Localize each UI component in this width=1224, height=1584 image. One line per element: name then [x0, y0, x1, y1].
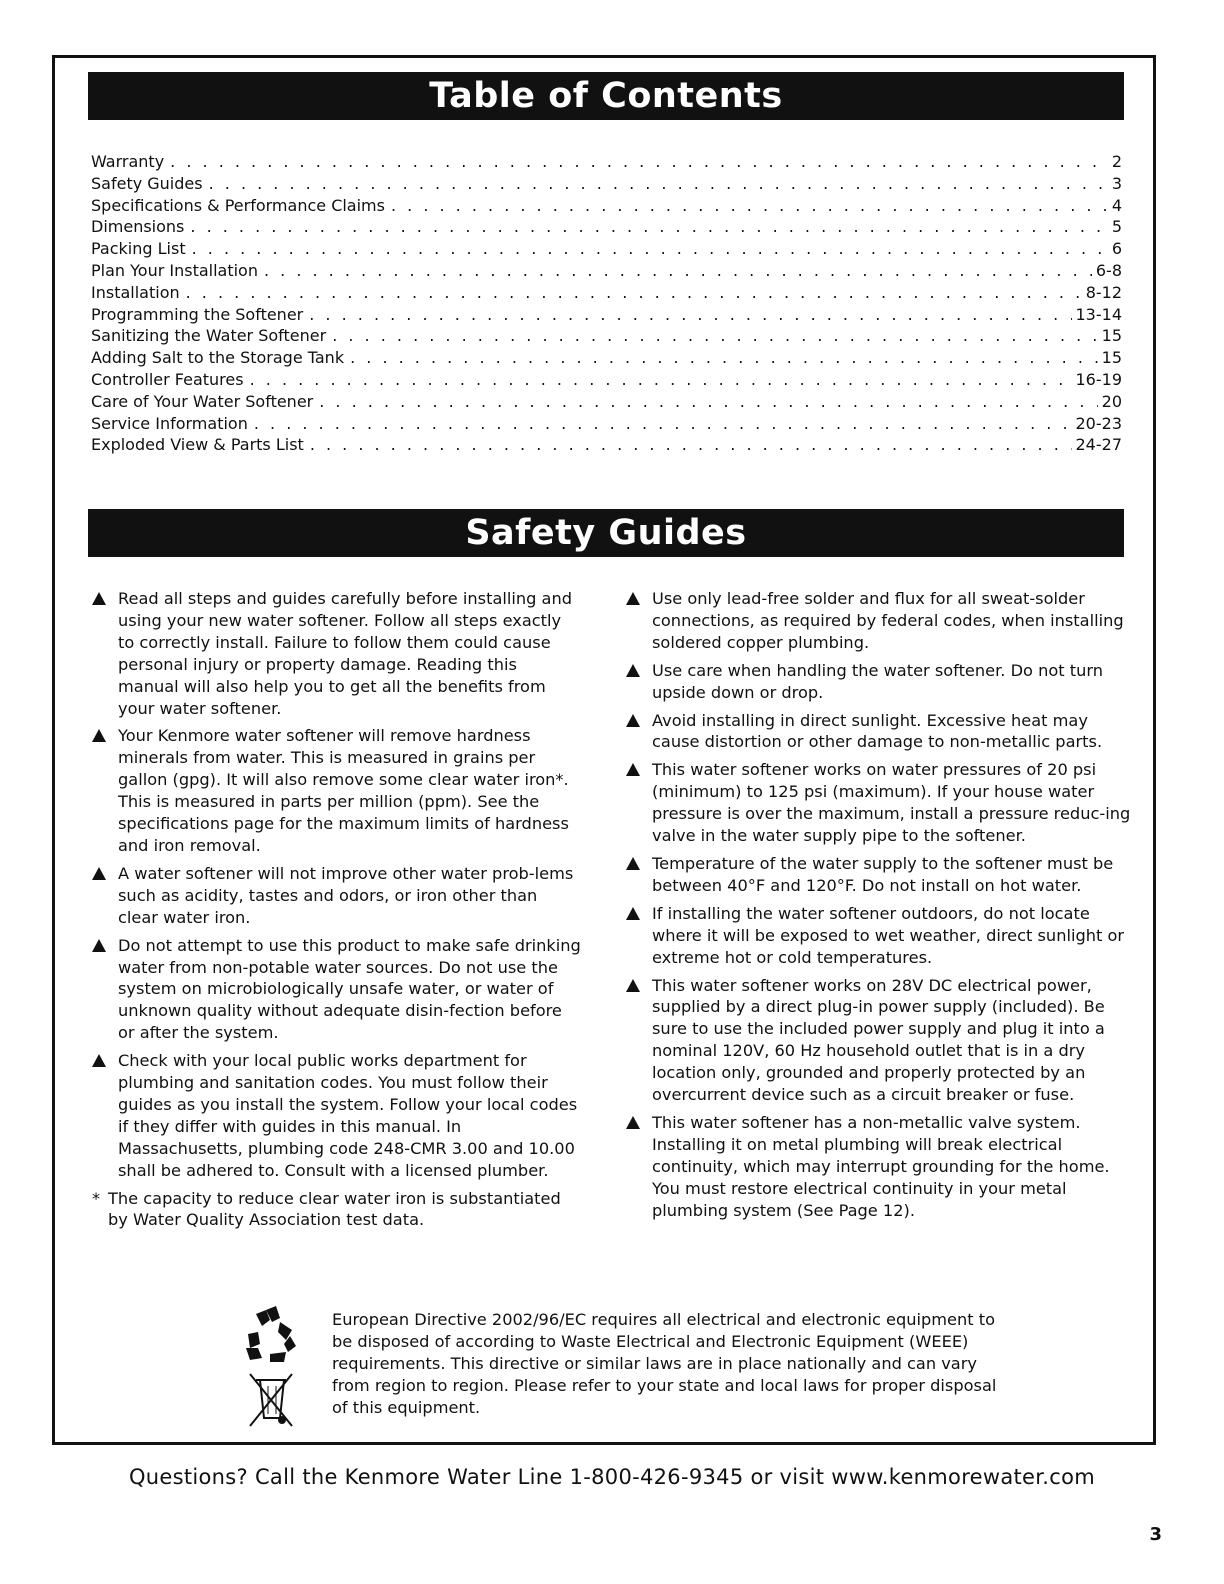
toc-leader	[170, 152, 1108, 171]
toc-entry-title: Care of Your Water Softener	[91, 391, 314, 411]
safety-item-text: Do not attempt to use this product to make safe drinking water from non-potable water sources. Do not use the system on microbiologically unsafe water, or water of unknown quality without adequate disin-fection before or after the system.	[118, 935, 581, 1043]
footnote-mark: *	[92, 1188, 101, 1208]
toc-entry	[91, 217, 1122, 239]
toc-entry	[91, 261, 1122, 283]
safety-item	[626, 710, 1131, 754]
toc-leader	[309, 305, 1071, 324]
toc-leader	[186, 283, 1082, 302]
safety-item	[92, 863, 582, 929]
toc-entry-page: 24-27	[1075, 435, 1122, 455]
footnote	[92, 1188, 582, 1232]
warning-triangle-icon	[626, 714, 640, 727]
toc-entry-title: Exploded View & Parts List	[91, 435, 304, 455]
safety-item-text: Temperature of the water supply to the softener must be between 40°F and 120°F. Do not install on hot water.	[652, 853, 1114, 895]
toc-entry	[91, 370, 1122, 392]
safety-item	[92, 588, 582, 719]
weee-notice: European Directive 2002/96/EC requires all electrical and electronic equipment to be disposed of according to Waste Electrical and Electronic Equipment (WEEE) requirements. This directive or similar laws are in place nationally and can vary from region to region. Please refer to your state and local laws for proper disposal of this equipment.	[332, 1310, 997, 1417]
toc-entry-title: Installation	[91, 282, 180, 302]
warning-triangle-icon	[92, 867, 106, 880]
toc-entry-page: 6-8	[1095, 260, 1122, 280]
toc-entry	[91, 283, 1122, 305]
toc-entry-title: Service Information	[91, 413, 248, 433]
toc-entry-page: 15	[1101, 326, 1122, 346]
toc-entry	[91, 174, 1122, 196]
toc-leader	[350, 348, 1098, 367]
safety-item	[92, 1050, 582, 1181]
safety-item-text: This water softener works on water pressures of 20 psi (minimum) to 125 psi (maximum). If your house water pressure is over the maximum, install a pressure reduc-ing valve in the water supply pipe to the softener.	[652, 760, 1131, 846]
toc-entry-page: 16-19	[1075, 369, 1122, 389]
toc-entry-page: 8-12	[1085, 282, 1122, 302]
toc-leader	[254, 414, 1072, 433]
footer-contact: Questions? Call the Kenmore Water Line 1-800-426-9345 or visit www.kenmorewater.com	[128, 1465, 1096, 1489]
safety-item	[626, 660, 1131, 704]
toc-entry-title: Plan Your Installation	[91, 260, 258, 280]
safety-item-text: Check with your local public works department for plumbing and sanitation codes. You must follow their guides as you install the system. Follow your local codes if they differ with guides in this manual. In Massachusetts, plumbing code 248-CMR 3.00 and 10.00 shall be adhered to. Consult with a licensed plumber.	[118, 1051, 578, 1180]
toc-entry-title: Sanitizing the Water Softener	[91, 326, 327, 346]
toc-entry	[91, 326, 1122, 348]
weee-symbols	[240, 1304, 300, 1432]
crossed-bin-icon	[250, 1374, 292, 1426]
toc-entry-page: 20-23	[1075, 413, 1122, 433]
toc-entry-page: 2	[1111, 152, 1122, 171]
footnote-text: The capacity to reduce clear water iron is substantiated by Water Quality Association test data.	[108, 1188, 561, 1230]
safety-item-text: A water softener will not improve other water prob-lems such as acidity, tastes and odors, or iron other than clear water iron.	[118, 863, 574, 927]
toc-entry-page: 5	[1111, 217, 1122, 237]
toc-entry	[91, 435, 1122, 457]
toc-entry-title: Packing List	[91, 239, 186, 259]
safety-item	[92, 935, 582, 1045]
safety-item-text: This water softener has a non-metallic valve system. Installing it on metal plumbing will break electrical continuity, which may interrupt grounding for the home. You must restore electrical continuity in your metal plumbing system (See Page 12).	[652, 1112, 1110, 1220]
toc-entry	[91, 196, 1122, 218]
safety-item-text: Read all steps and guides carefully before installing and using your new water softener. Follow all steps exactly to correctly install. Failure to follow them could cause personal injury or property damage. Reading this manual will also help you to get all the benefits from your water softener.	[118, 589, 572, 718]
warning-triangle-icon	[626, 857, 640, 870]
recycle-icon	[246, 1306, 296, 1362]
toc-leader	[209, 174, 1108, 193]
warning-triangle-icon	[626, 1116, 640, 1129]
toc-entry-title: Adding Salt to the Storage Tank	[91, 348, 345, 368]
safety-item-text: Use only lead-free solder and flux for all sweat-solder connections, as required by federal codes, when installing soldered copper plumbing.	[652, 589, 1124, 652]
toc-leader	[391, 196, 1108, 215]
safety-item	[626, 903, 1131, 969]
safety-item-text: If installing the water softener outdoors, do not locate where it will be exposed to wet weather, direct sunlight or extreme hot or cold temperatures.	[652, 903, 1125, 967]
safety-column-right	[626, 588, 1131, 1227]
warning-triangle-icon	[626, 979, 640, 992]
safety-item	[626, 975, 1131, 1106]
warning-triangle-icon	[626, 592, 640, 605]
toc-entry-page: 15	[1101, 348, 1122, 368]
warning-triangle-icon	[626, 664, 640, 677]
warning-triangle-icon	[92, 592, 106, 605]
safety-item	[92, 725, 582, 856]
toc-leader	[264, 261, 1092, 280]
safety-item-text: This water softener works on 28V DC electrical power, supplied by a direct plug-in power supply (included). Be sure to use the included power supply and plug it into a nominal 120V, 60 Hz household outlet that is in a dry location only, grounded and properly protected by an overcurrent device such as a circuit breaker or fuse.	[652, 975, 1105, 1105]
toc-entry-page: 6	[1111, 239, 1122, 259]
toc-entry	[91, 348, 1122, 370]
warning-triangle-icon	[92, 1054, 106, 1067]
warning-triangle-icon	[626, 763, 640, 776]
safety-heading: Safety Guides	[88, 509, 1124, 557]
toc-leader	[250, 370, 1072, 389]
safety-item-text: Use care when handling the water softener. Do not turn upside down or drop.	[652, 660, 1103, 702]
warning-triangle-icon	[626, 907, 640, 920]
toc-entry-title: Controller Features	[91, 369, 244, 389]
toc-entry-title: Dimensions	[91, 217, 185, 237]
toc-entry-page: 4	[1111, 195, 1122, 215]
warning-triangle-icon	[92, 729, 106, 742]
safety-item-text: Your Kenmore water softener will remove hardness minerals from water. This is measured in grains per gallon (gpg). It will also remove some clear water iron*. This is measured in parts per million (ppm). See the specifications page for the maximum limits of hardness and iron removal.	[118, 726, 569, 855]
toc-entry	[91, 305, 1122, 327]
toc-entry-page: 3	[1111, 173, 1122, 193]
toc-entry-page: 20	[1101, 391, 1122, 411]
safety-item	[626, 1112, 1131, 1222]
toc-leader	[332, 326, 1097, 345]
toc-entry-title: Programming the Softener	[91, 304, 304, 324]
toc-heading: Table of Contents	[88, 72, 1124, 120]
page-number: 3	[1149, 1524, 1162, 1545]
toc-entry	[91, 239, 1122, 261]
safety-item	[626, 588, 1131, 654]
toc-leader	[190, 217, 1107, 236]
toc-entry-title: Warranty	[91, 152, 165, 171]
warning-triangle-icon	[92, 939, 106, 952]
toc-leader	[310, 435, 1072, 454]
toc-entry-page: 13-14	[1075, 304, 1122, 324]
safety-item	[626, 759, 1131, 847]
safety-item	[626, 853, 1131, 897]
toc-leader	[319, 392, 1097, 411]
toc-entry	[91, 414, 1122, 436]
toc-entry-title: Specifications & Performance Claims	[91, 195, 385, 215]
safety-column-left	[92, 588, 582, 1231]
toc-leader	[192, 239, 1108, 258]
toc-entry	[91, 152, 1122, 174]
safety-item-text: Avoid installing in direct sunlight. Excessive heat may cause distortion or other damage to non-metallic parts.	[652, 710, 1103, 752]
toc-entry-title: Safety Guides	[91, 173, 203, 193]
toc-entry	[91, 392, 1122, 414]
table-of-contents	[91, 152, 1122, 457]
